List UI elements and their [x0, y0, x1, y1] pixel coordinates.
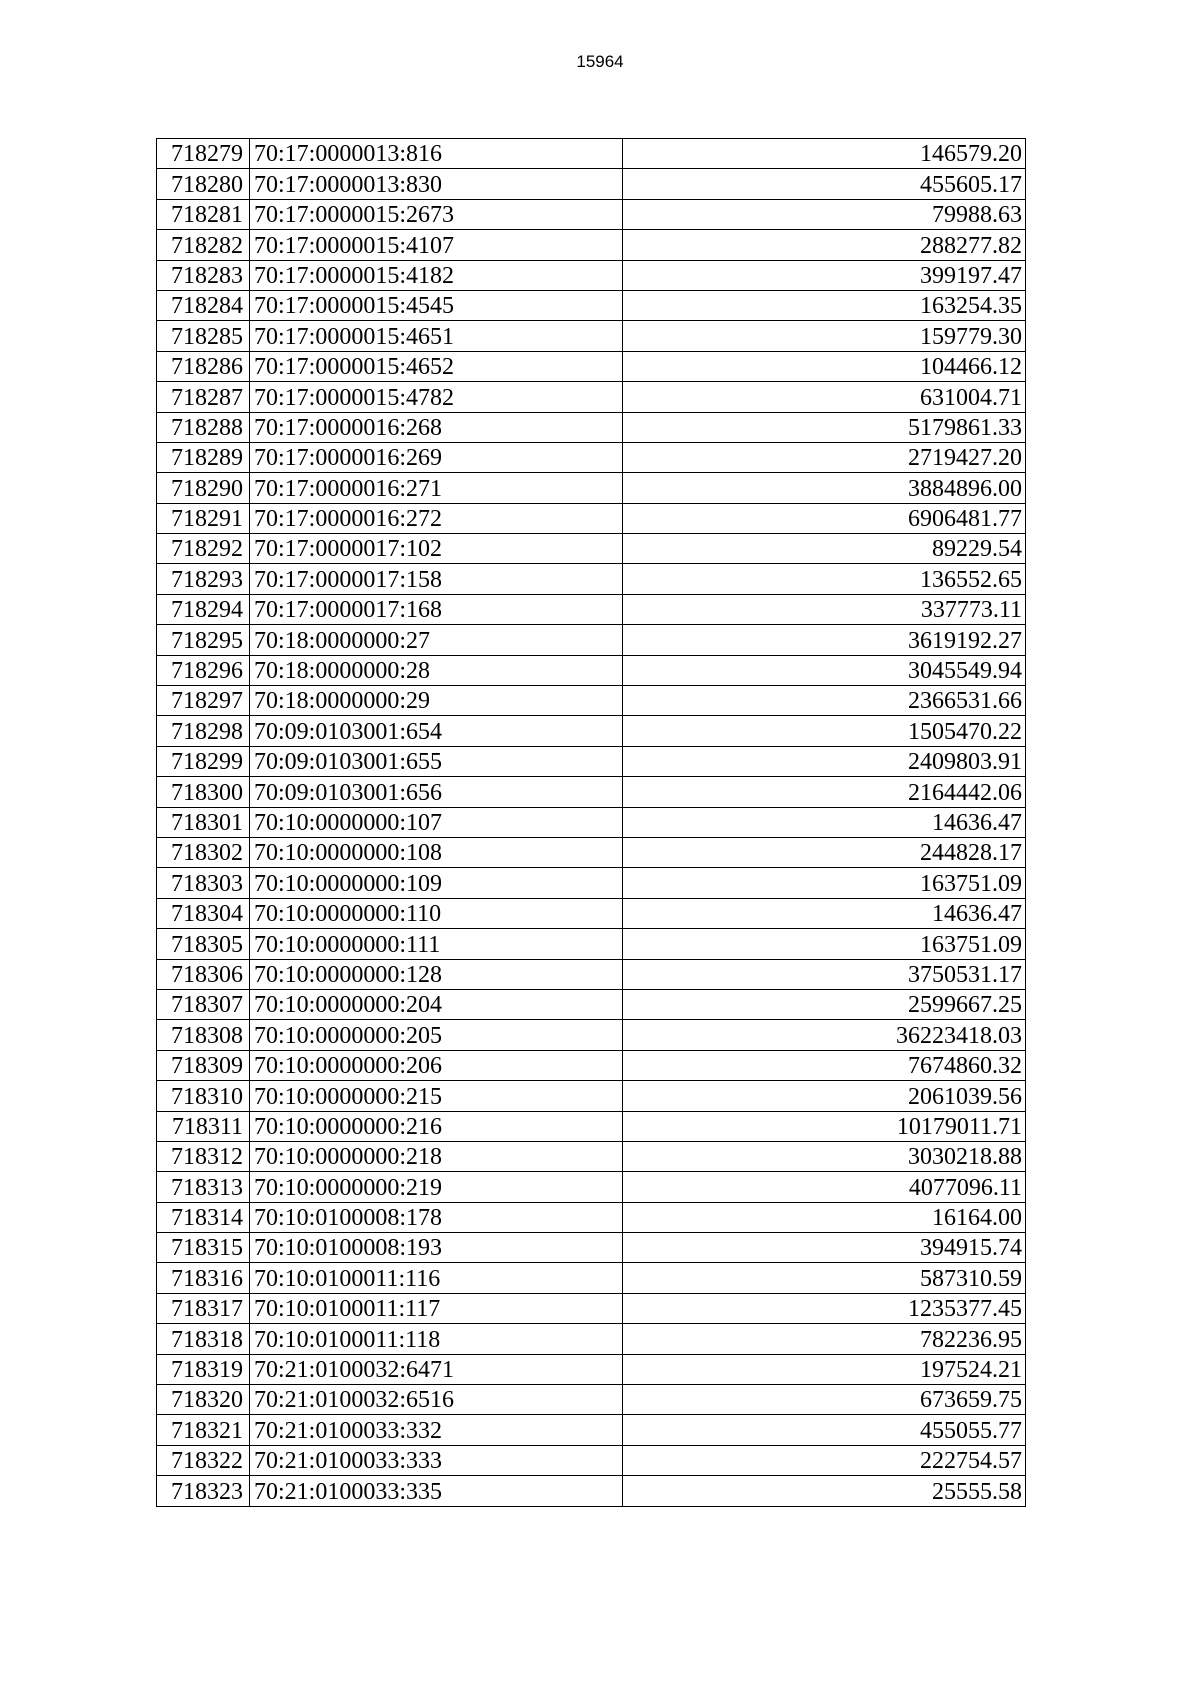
- table-row: [157, 837, 1026, 867]
- cadastral-number-cell: 70:21:0100033:332: [250, 1415, 623, 1445]
- table-row: [157, 625, 1026, 655]
- table-row: [157, 199, 1026, 229]
- row-number-cell: 718312: [157, 1141, 250, 1171]
- row-number-cell: 718292: [157, 534, 250, 564]
- cadastral-number-cell: 70:10:0000000:110: [250, 898, 623, 928]
- row-number-cell: 718298: [157, 716, 250, 746]
- row-number-cell: 718293: [157, 564, 250, 594]
- value-cell: 104466.12: [623, 351, 1026, 381]
- table-row: [157, 230, 1026, 260]
- cadastral-number-cell: 70:10:0100011:118: [250, 1324, 623, 1354]
- value-cell: 3030218.88: [623, 1141, 1026, 1171]
- cadastral-number-cell: 70:17:0000015:4652: [250, 351, 623, 381]
- value-cell: 159779.30: [623, 321, 1026, 351]
- row-number-cell: 718304: [157, 898, 250, 928]
- row-number-cell: 718314: [157, 1202, 250, 1232]
- table-row: [157, 1263, 1026, 1293]
- row-number-cell: 718305: [157, 929, 250, 959]
- cadastral-number-cell: 70:10:0000000:216: [250, 1111, 623, 1141]
- row-number-cell: 718283: [157, 260, 250, 290]
- cadastral-number-cell: 70:17:0000016:268: [250, 412, 623, 442]
- cadastral-number-cell: 70:10:0000000:218: [250, 1141, 623, 1171]
- value-cell: 1505470.22: [623, 716, 1026, 746]
- cadastral-number-cell: 70:10:0000000:109: [250, 868, 623, 898]
- cadastral-number-cell: 70:18:0000000:29: [250, 686, 623, 716]
- table-row: [157, 442, 1026, 472]
- value-cell: 222754.57: [623, 1445, 1026, 1475]
- value-cell: 394915.74: [623, 1233, 1026, 1263]
- row-number-cell: 718294: [157, 594, 250, 624]
- value-cell: 2164442.06: [623, 777, 1026, 807]
- cadastral-number-cell: 70:17:0000015:4107: [250, 230, 623, 260]
- table-row: [157, 351, 1026, 381]
- table-row: [157, 169, 1026, 199]
- row-number-cell: 718280: [157, 169, 250, 199]
- value-cell: 163254.35: [623, 290, 1026, 320]
- cadastral-number-cell: 70:17:0000013:830: [250, 169, 623, 199]
- table-row: [157, 260, 1026, 290]
- table-row: [157, 1293, 1026, 1323]
- table-row: [157, 564, 1026, 594]
- row-number-cell: 718297: [157, 686, 250, 716]
- value-cell: 146579.20: [623, 139, 1026, 169]
- row-number-cell: 718315: [157, 1233, 250, 1263]
- value-cell: 2061039.56: [623, 1081, 1026, 1111]
- cadastral-number-cell: 70:21:0100032:6471: [250, 1354, 623, 1384]
- cadastral-number-cell: 70:17:0000015:4782: [250, 382, 623, 412]
- table-row: [157, 503, 1026, 533]
- value-cell: 3045549.94: [623, 655, 1026, 685]
- value-cell: 25555.58: [623, 1476, 1026, 1506]
- row-number-cell: 718300: [157, 777, 250, 807]
- row-number-cell: 718295: [157, 625, 250, 655]
- table-row: [157, 1050, 1026, 1080]
- value-cell: 2409803.91: [623, 746, 1026, 776]
- row-number-cell: 718306: [157, 959, 250, 989]
- cadastral-number-cell: 70:21:0100032:6516: [250, 1385, 623, 1415]
- table-row: [157, 929, 1026, 959]
- row-number-cell: 718299: [157, 746, 250, 776]
- value-cell: 2719427.20: [623, 442, 1026, 472]
- value-cell: 3750531.17: [623, 959, 1026, 989]
- cadastral-number-cell: 70:09:0103001:655: [250, 746, 623, 776]
- cadastral-number-cell: 70:10:0000000:111: [250, 929, 623, 959]
- cadastral-number-cell: 70:17:0000013:816: [250, 139, 623, 169]
- value-cell: 79988.63: [623, 199, 1026, 229]
- value-cell: 288277.82: [623, 230, 1026, 260]
- cadastral-number-cell: 70:10:0000000:219: [250, 1172, 623, 1202]
- value-cell: 197524.21: [623, 1354, 1026, 1384]
- value-cell: 6906481.77: [623, 503, 1026, 533]
- value-cell: 673659.75: [623, 1385, 1026, 1415]
- value-cell: 14636.47: [623, 898, 1026, 928]
- table-row: [157, 716, 1026, 746]
- value-cell: 2599667.25: [623, 989, 1026, 1019]
- cadastral-number-cell: 70:17:0000016:269: [250, 442, 623, 472]
- table-row: [157, 534, 1026, 564]
- table-row: [157, 1202, 1026, 1232]
- row-number-cell: 718291: [157, 503, 250, 533]
- value-cell: 163751.09: [623, 929, 1026, 959]
- value-cell: 782236.95: [623, 1324, 1026, 1354]
- row-number-cell: 718307: [157, 989, 250, 1019]
- cadastral-number-cell: 70:21:0100033:333: [250, 1445, 623, 1475]
- row-number-cell: 718319: [157, 1354, 250, 1384]
- table-row: [157, 686, 1026, 716]
- cadastral-number-cell: 70:21:0100033:335: [250, 1476, 623, 1506]
- cadastral-number-cell: 70:17:0000016:272: [250, 503, 623, 533]
- table-row: [157, 321, 1026, 351]
- table-row: [157, 139, 1026, 169]
- value-cell: 4077096.11: [623, 1172, 1026, 1202]
- row-number-cell: 718284: [157, 290, 250, 320]
- table-row: [157, 594, 1026, 624]
- row-number-cell: 718318: [157, 1324, 250, 1354]
- cadastral-number-cell: 70:17:0000015:4182: [250, 260, 623, 290]
- row-number-cell: 718289: [157, 442, 250, 472]
- row-number-cell: 718282: [157, 230, 250, 260]
- table-row: [157, 1476, 1026, 1506]
- row-number-cell: 718290: [157, 473, 250, 503]
- value-cell: 136552.65: [623, 564, 1026, 594]
- table-row: [157, 1445, 1026, 1475]
- table-row: [157, 898, 1026, 928]
- value-cell: 3884896.00: [623, 473, 1026, 503]
- cadastral-number-cell: 70:18:0000000:27: [250, 625, 623, 655]
- cadastral-value-table: [156, 138, 1026, 1507]
- row-number-cell: 718301: [157, 807, 250, 837]
- table-row: [157, 473, 1026, 503]
- cadastral-number-cell: 70:10:0100011:117: [250, 1293, 623, 1323]
- value-cell: 455055.77: [623, 1415, 1026, 1445]
- value-cell: 244828.17: [623, 837, 1026, 867]
- table-row: [157, 1415, 1026, 1445]
- cadastral-number-cell: 70:10:0100008:193: [250, 1233, 623, 1263]
- row-number-cell: 718281: [157, 199, 250, 229]
- cadastral-number-cell: 70:17:0000017:102: [250, 534, 623, 564]
- table-row: [157, 1324, 1026, 1354]
- row-number-cell: 718311: [157, 1111, 250, 1141]
- table-row: [157, 1385, 1026, 1415]
- value-cell: 631004.71: [623, 382, 1026, 412]
- row-number-cell: 718296: [157, 655, 250, 685]
- table-row: [157, 959, 1026, 989]
- cadastral-number-cell: 70:10:0000000:204: [250, 989, 623, 1019]
- row-number-cell: 718313: [157, 1172, 250, 1202]
- cadastral-number-cell: 70:10:0000000:128: [250, 959, 623, 989]
- table-body: [157, 139, 1026, 1507]
- table-row: [157, 989, 1026, 1019]
- value-cell: 7674860.32: [623, 1050, 1026, 1080]
- cadastral-number-cell: 70:10:0100008:178: [250, 1202, 623, 1232]
- table-row: [157, 412, 1026, 442]
- value-cell: 163751.09: [623, 868, 1026, 898]
- cadastral-number-cell: 70:10:0000000:206: [250, 1050, 623, 1080]
- row-number-cell: 718287: [157, 382, 250, 412]
- cadastral-number-cell: 70:10:0000000:205: [250, 1020, 623, 1050]
- table-row: [157, 1111, 1026, 1141]
- row-number-cell: 718286: [157, 351, 250, 381]
- cadastral-number-cell: 70:09:0103001:656: [250, 777, 623, 807]
- value-cell: 10179011.71: [623, 1111, 1026, 1141]
- value-cell: 399197.47: [623, 260, 1026, 290]
- cadastral-number-cell: 70:17:0000015:2673: [250, 199, 623, 229]
- data-table-container: [156, 138, 1025, 1507]
- cadastral-number-cell: 70:10:0100011:116: [250, 1263, 623, 1293]
- cadastral-number-cell: 70:18:0000000:28: [250, 655, 623, 685]
- cadastral-number-cell: 70:17:0000015:4545: [250, 290, 623, 320]
- cadastral-number-cell: 70:09:0103001:654: [250, 716, 623, 746]
- row-number-cell: 718288: [157, 412, 250, 442]
- cadastral-number-cell: 70:17:0000017:158: [250, 564, 623, 594]
- value-cell: 1235377.45: [623, 1293, 1026, 1323]
- row-number-cell: 718321: [157, 1415, 250, 1445]
- cadastral-number-cell: 70:17:0000016:271: [250, 473, 623, 503]
- row-number-cell: 718320: [157, 1385, 250, 1415]
- table-row: [157, 1233, 1026, 1263]
- row-number-cell: 718310: [157, 1081, 250, 1111]
- cadastral-number-cell: 70:10:0000000:215: [250, 1081, 623, 1111]
- table-row: [157, 382, 1026, 412]
- table-row: [157, 807, 1026, 837]
- row-number-cell: 718302: [157, 837, 250, 867]
- table-row: [157, 1081, 1026, 1111]
- cadastral-number-cell: 70:10:0000000:108: [250, 837, 623, 867]
- cadastral-number-cell: 70:17:0000017:168: [250, 594, 623, 624]
- row-number-cell: 718323: [157, 1476, 250, 1506]
- table-row: [157, 1354, 1026, 1384]
- value-cell: 36223418.03: [623, 1020, 1026, 1050]
- value-cell: 5179861.33: [623, 412, 1026, 442]
- row-number-cell: 718303: [157, 868, 250, 898]
- value-cell: 3619192.27: [623, 625, 1026, 655]
- row-number-cell: 718309: [157, 1050, 250, 1080]
- row-number-cell: 718279: [157, 139, 250, 169]
- table-row: [157, 777, 1026, 807]
- table-row: [157, 1020, 1026, 1050]
- value-cell: 89229.54: [623, 534, 1026, 564]
- row-number-cell: 718285: [157, 321, 250, 351]
- cadastral-number-cell: 70:10:0000000:107: [250, 807, 623, 837]
- value-cell: 455605.17: [623, 169, 1026, 199]
- row-number-cell: 718317: [157, 1293, 250, 1323]
- table-row: [157, 290, 1026, 320]
- value-cell: 2366531.66: [623, 686, 1026, 716]
- row-number-cell: 718322: [157, 1445, 250, 1475]
- cadastral-number-cell: 70:17:0000015:4651: [250, 321, 623, 351]
- row-number-cell: 718316: [157, 1263, 250, 1293]
- value-cell: 14636.47: [623, 807, 1026, 837]
- row-number-cell: 718308: [157, 1020, 250, 1050]
- page-number: 15964: [576, 52, 624, 71]
- table-row: [157, 1141, 1026, 1171]
- table-row: [157, 746, 1026, 776]
- table-row: [157, 868, 1026, 898]
- value-cell: 337773.11: [623, 594, 1026, 624]
- value-cell: 587310.59: [623, 1263, 1026, 1293]
- table-row: [157, 655, 1026, 685]
- table-row: [157, 1172, 1026, 1202]
- value-cell: 16164.00: [623, 1202, 1026, 1232]
